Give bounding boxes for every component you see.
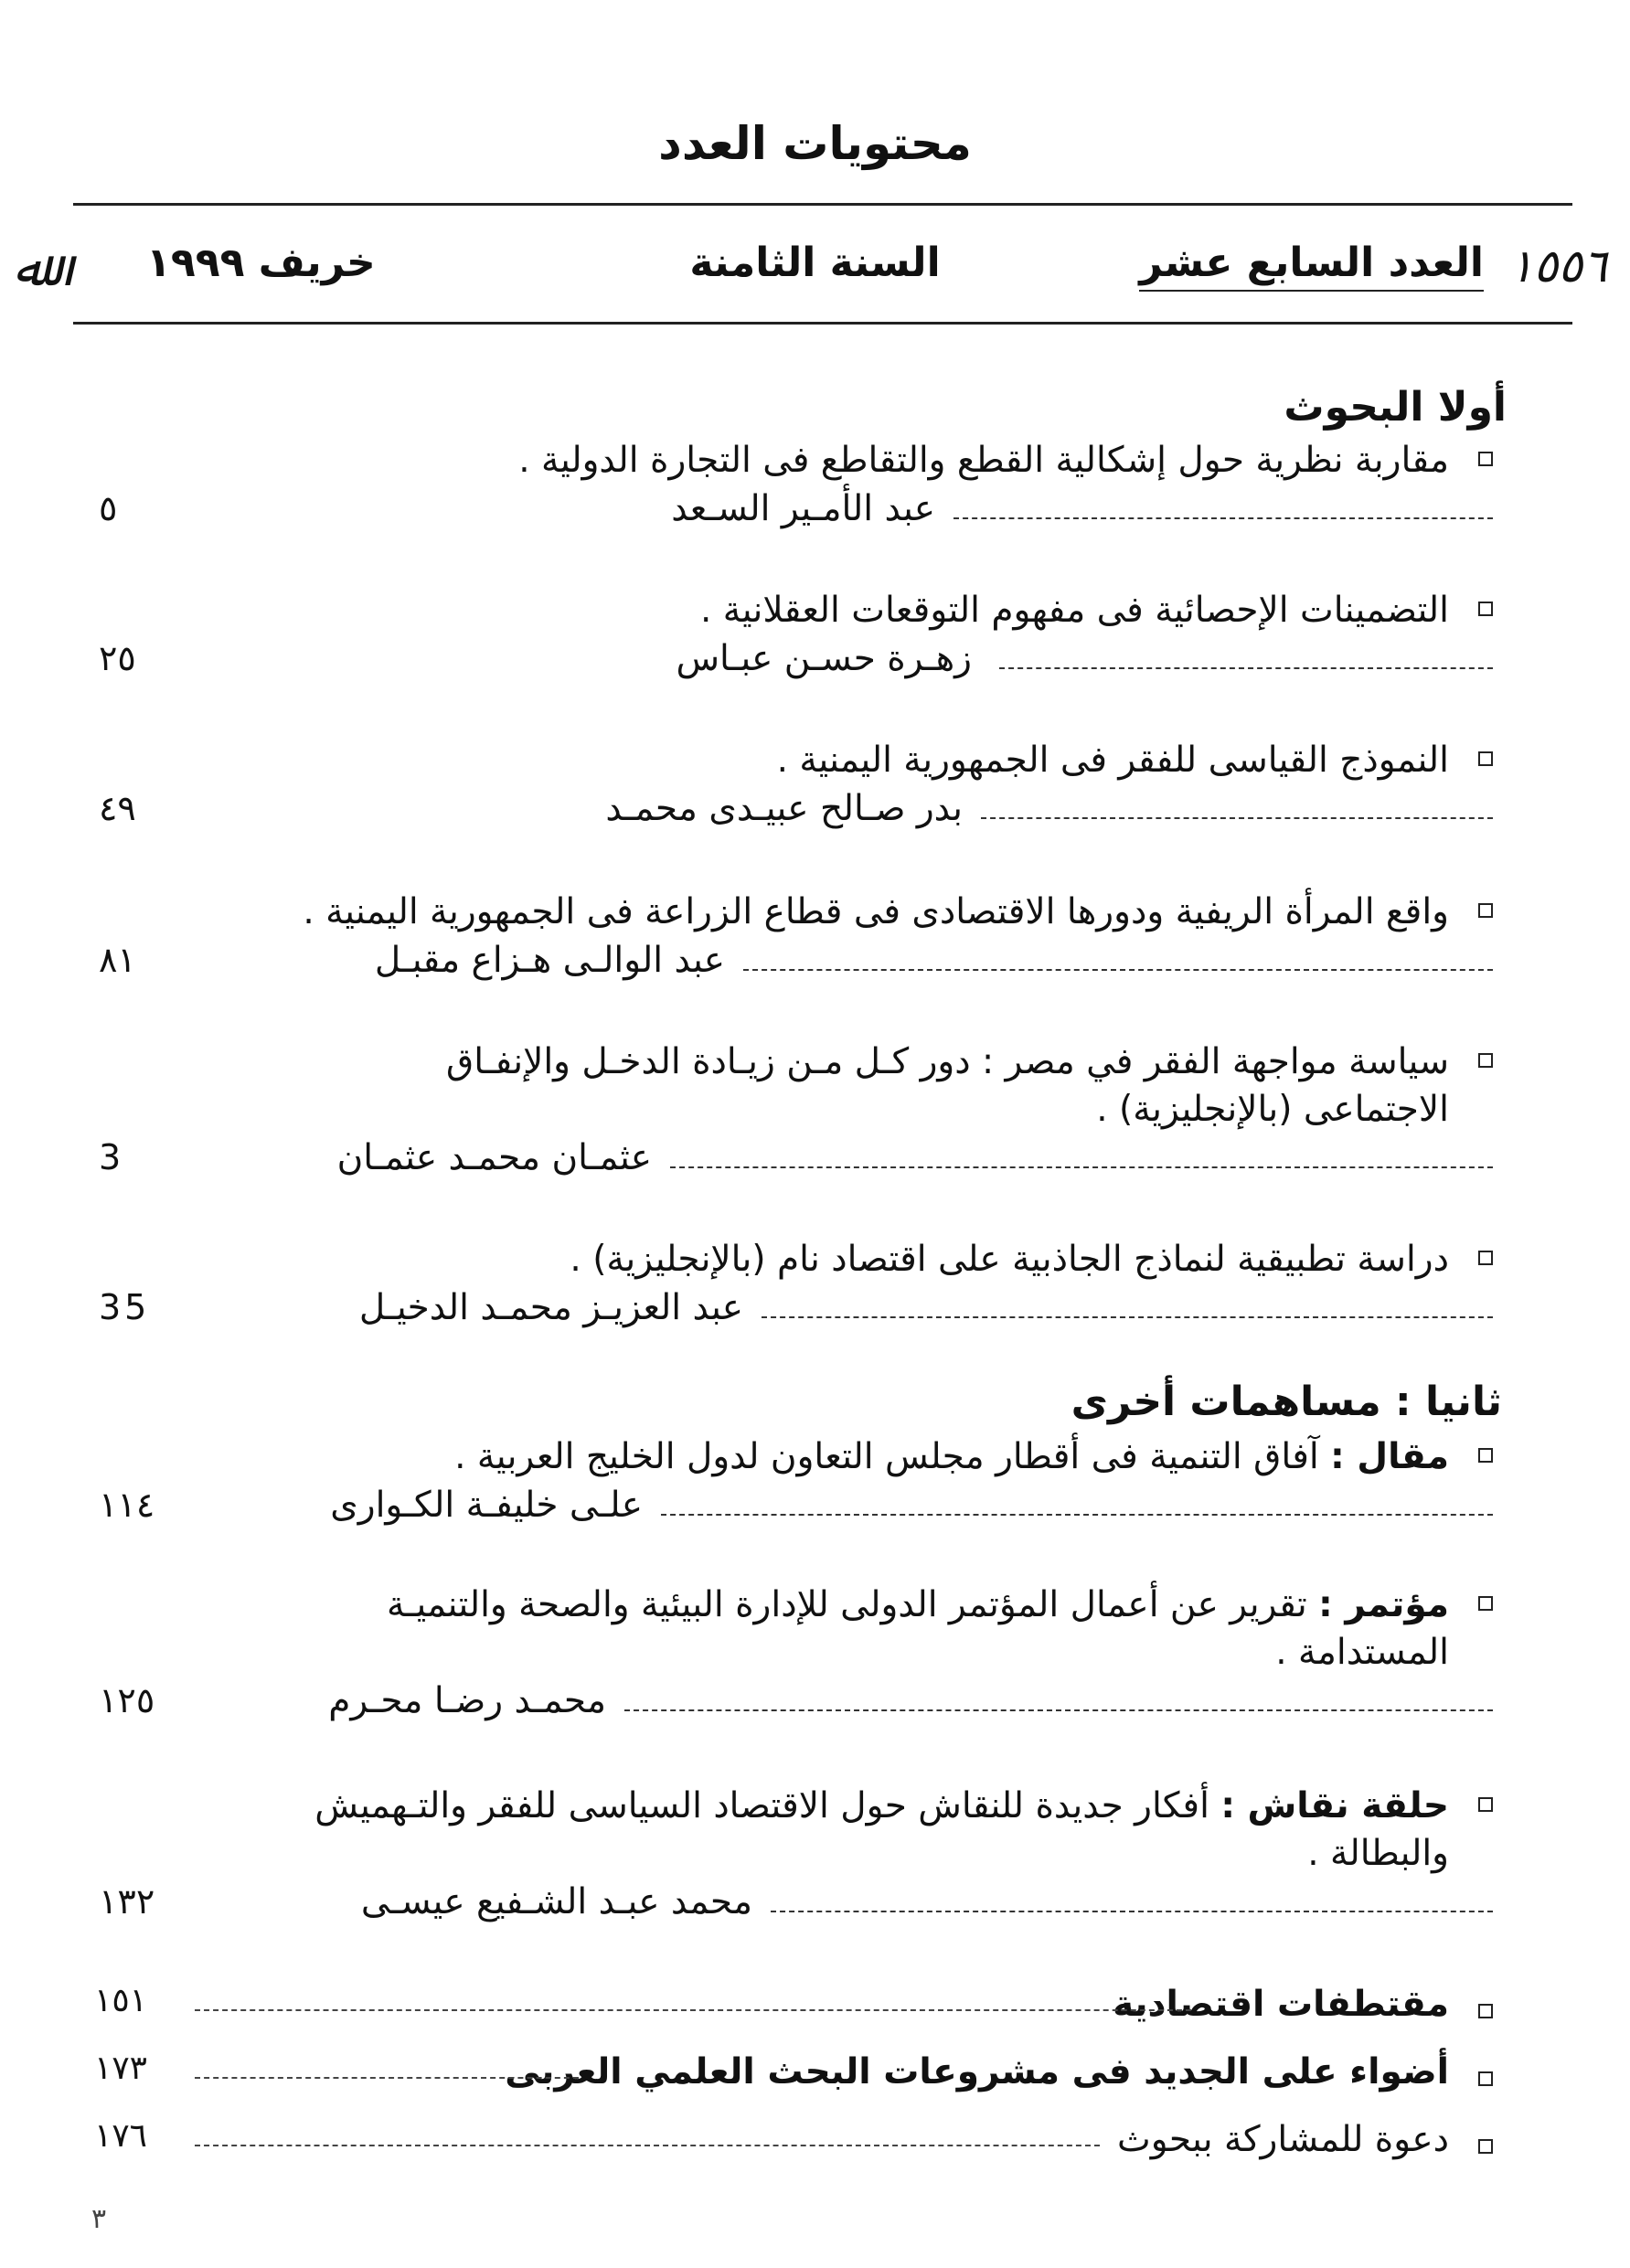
leader-line xyxy=(953,517,1493,519)
leader-line xyxy=(771,1911,1493,1912)
leader-line xyxy=(762,1316,1493,1318)
issue-year: السنة الثامنة xyxy=(689,240,941,286)
bullet-icon xyxy=(1478,1596,1493,1611)
entry-author: زهـرة حسـن عبـاس xyxy=(676,638,972,679)
leader-line xyxy=(195,2077,579,2079)
entry-title: التضمينات الإحصائية فى مفهوم التوقعات العقلانية . xyxy=(700,590,1449,631)
entry-author: عبد الوالـى هـزاع مقبـل xyxy=(374,940,725,981)
entry-page: ٤٩ xyxy=(99,788,136,828)
toc-entry[interactable] xyxy=(99,1236,1493,1340)
entry-author: محمد عبـد الشـفيع عيسـى xyxy=(360,1881,752,1922)
entry-page: ١١٤ xyxy=(99,1485,155,1525)
entry-page: ١٣٢ xyxy=(99,1881,155,1922)
entry-title: أفكار جديدة للنقاش حول الاقتصاد السياسى للفقر والتـهميش xyxy=(314,1785,1209,1826)
leader-line xyxy=(195,2145,1100,2146)
bullet-icon xyxy=(1478,2004,1493,2018)
extra-label: مقتطفات اقتصادية xyxy=(1113,1984,1449,2025)
issue-number-text: العدد السابع عشر xyxy=(1139,240,1484,292)
toc-extra-entry[interactable] xyxy=(94,2051,1493,2106)
leader-line xyxy=(661,1514,1493,1516)
entry-author: عبد الأمـير السـعد xyxy=(671,488,935,529)
toc-extra-entry[interactable] xyxy=(94,1984,1493,2039)
toc-entry[interactable] xyxy=(99,1783,1493,1934)
entry-author: عبد العزيـز محمـد الدخيـل xyxy=(358,1287,743,1328)
leader-line xyxy=(670,1166,1493,1168)
bullet-icon xyxy=(1478,1251,1493,1265)
section-heading-research: أولا البحوث xyxy=(1284,384,1507,431)
entry-title-continuation: والبطالة . xyxy=(1307,1833,1449,1874)
entry-label: مقال : xyxy=(1330,1436,1449,1477)
toc-entry[interactable] xyxy=(99,1038,1493,1190)
bullet-icon xyxy=(1478,1448,1493,1463)
toc-entry[interactable] xyxy=(99,587,1493,691)
bullet-icon xyxy=(1478,452,1493,466)
bullet-icon xyxy=(1478,1797,1493,1812)
toc-extra-entry[interactable] xyxy=(94,2119,1493,2174)
entry-page: ١٢٥ xyxy=(99,1680,155,1720)
toc-entry[interactable] xyxy=(99,889,1493,993)
toc-entry[interactable] xyxy=(99,737,1493,841)
entry-title: آفاق التنمية فى أقطار مجلس التعاون لدول الخليج العربية . xyxy=(454,1436,1319,1477)
leader-line xyxy=(624,1709,1493,1711)
bullet-icon xyxy=(1478,2071,1493,2086)
entry-title: دراسة تطبيقية لنماذج الجاذبية على اقتصاد نام (بالإنجليزية) . xyxy=(570,1239,1449,1280)
entry-page: ٨١ xyxy=(99,940,136,980)
top-rule xyxy=(73,203,1572,206)
entry-author: علـى خليفـة الكـوارى xyxy=(330,1485,643,1526)
leader-line xyxy=(195,2009,1191,2011)
entry-title: النموذج القياسى للفقر فى الجمهورية اليمنية . xyxy=(776,740,1449,781)
handwritten-signature: ﷲ xyxy=(14,240,43,297)
extra-page: ١٧٦ xyxy=(94,2117,148,2155)
bullet-icon xyxy=(1478,2139,1493,2154)
bullet-icon xyxy=(1478,751,1493,766)
extra-page: ١٥١ xyxy=(94,1982,148,2019)
extra-label: دعوة للمشاركة ببحوث xyxy=(1117,2119,1449,2160)
page-number: ٣ xyxy=(91,2203,107,2235)
entry-author: محمـد رضـا محـرم xyxy=(328,1680,606,1721)
toc-entry[interactable] xyxy=(99,1581,1493,1733)
extra-label: أضواء على الجديد فى مشروعات البحث العلمي العربى xyxy=(505,2051,1449,2092)
entry-title-continuation: المستدامة . xyxy=(1275,1632,1449,1673)
entry-page: ٢٥ xyxy=(99,638,136,678)
leader-line xyxy=(999,667,1493,669)
entry-title: سياسة مواجهة الفقر في مصر : دور كـل مـن زيـادة الدخـل والإنفـاق xyxy=(445,1041,1449,1082)
page-title: محتويات العدد xyxy=(658,117,972,170)
toc-entry[interactable] xyxy=(99,437,1493,541)
entry-page: ٥ xyxy=(99,488,118,528)
entry-title: مقاربة نظرية حول إشكالية القطع والتقاطع فى التجارة الدولية . xyxy=(518,440,1449,481)
entry-label: مؤتمر : xyxy=(1318,1584,1449,1625)
toc-entry[interactable] xyxy=(99,1433,1493,1538)
bullet-icon xyxy=(1478,1053,1493,1068)
entry-page: 3 xyxy=(99,1137,125,1177)
extra-page: ١٧٣ xyxy=(94,2050,148,2087)
handwritten-number: ١٥٥٦ xyxy=(1508,240,1607,293)
entry-author: بدر صـالح عبيـدى محمـد xyxy=(605,788,963,829)
leader-line xyxy=(981,817,1493,819)
bullet-icon xyxy=(1478,602,1493,616)
issue-season: خريف ١٩٩٩ xyxy=(146,240,376,286)
entry-title: تقرير عن أعمال المؤتمر الدولى للإدارة البيئية والصحة والتنميـة xyxy=(387,1584,1307,1625)
bottom-rule xyxy=(73,322,1572,325)
section-heading-other: ثانيا : مساهمات أخرى xyxy=(1071,1379,1502,1425)
entry-label: حلقة نقاش : xyxy=(1220,1785,1449,1826)
entry-author: عثمـان محمـد عثمـان xyxy=(336,1137,652,1178)
entry-page: 35 xyxy=(99,1287,151,1327)
entry-title-continuation: الاجتماعى (بالإنجليزية) . xyxy=(1096,1089,1449,1130)
entry-title: واقع المرأة الريفية ودورها الاقتصادى فى قطاع الزراعة فى الجمهورية اليمنية . xyxy=(303,891,1449,932)
leader-line xyxy=(743,969,1493,971)
bullet-icon xyxy=(1478,903,1493,918)
